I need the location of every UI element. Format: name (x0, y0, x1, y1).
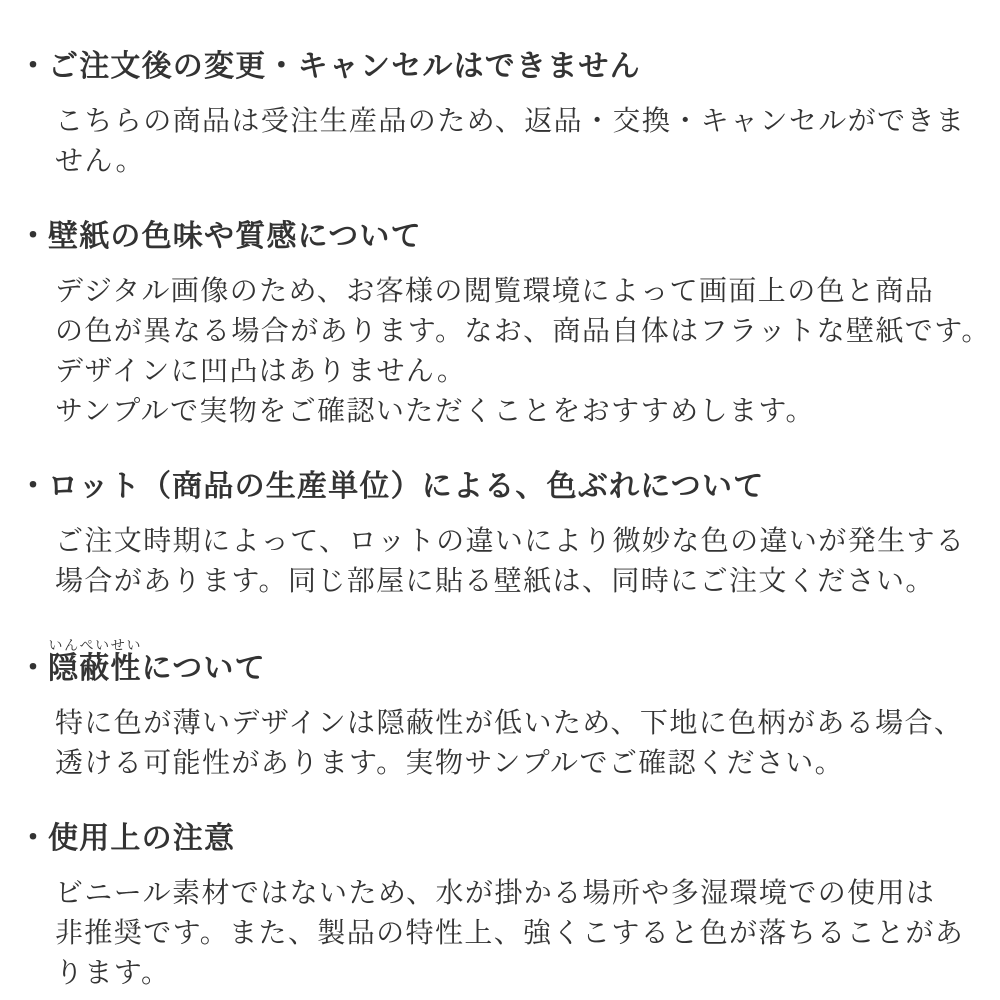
section-opacity (0, 637, 980, 783)
bullet-icon: ・ (18, 50, 50, 83)
section-heading (0, 47, 980, 87)
body-line: 特に色が薄いデザインは隠蔽性が低いため、下地に色柄がある場合、 (55, 707, 964, 738)
heading-ruby-base: 隠蔽性 (48, 652, 142, 685)
section-lot-color-variation (0, 467, 980, 601)
section-body (0, 271, 991, 431)
section-heading (0, 467, 980, 507)
section-cancellation-policy (0, 47, 980, 181)
section-heading-text: ロット（商品の生産単位）による、色ぶれについて (48, 470, 765, 503)
bullet-icon: ・ (18, 220, 50, 253)
section-heading (0, 819, 980, 859)
section-color-texture (0, 217, 991, 431)
bullet-icon: ・ (18, 470, 50, 503)
body-line: 非推奨です。また、製品の特性上、強くこすると色が落ちることがあ (55, 917, 965, 948)
body-line: デザインに凹凸はありません。 (55, 355, 467, 386)
bullet-icon: ・ (18, 822, 50, 855)
section-body (0, 703, 980, 783)
section-heading (0, 637, 980, 689)
body-line: の色が異なる場合があります。なお、商品自体はフラットな壁紙です。 (55, 315, 991, 346)
section-body (0, 873, 980, 993)
section-body (0, 101, 980, 181)
heading-suffix: について (141, 652, 266, 685)
bullet-icon: ・ (18, 652, 50, 685)
body-line: こちらの商品は受注生産品のため、返品・交換・キャンセルができま (55, 105, 966, 136)
heading-ruby (48, 637, 142, 685)
body-line: せん。 (55, 145, 145, 176)
body-line: 透ける可能性があります。実物サンプルでご確認ください。 (55, 747, 845, 778)
body-line: 場合があります。同じ部屋に貼る壁紙は、同時にご注文ください。 (55, 565, 935, 596)
section-usage-notes (0, 819, 980, 993)
body-line: ご注文時期によって、ロットの違いにより微妙な色の違いが発生する (55, 525, 966, 556)
section-heading-text: ご注文後の変更・キャンセルはできません (48, 50, 641, 83)
body-line: ります。 (55, 957, 171, 988)
section-heading-text (48, 637, 266, 685)
body-line: サンプルで実物をご確認いただくことをおすすめします。 (55, 395, 815, 426)
body-line: デジタル画像のため、お客様の閲覧環境によって画面上の色と商品 (55, 275, 935, 306)
furigana: いんぺいせい (48, 637, 142, 653)
section-heading-text: 使用上の注意 (48, 822, 236, 855)
section-body (0, 521, 980, 601)
section-heading-text: 壁紙の色味や質感について (48, 220, 422, 253)
body-line: ビニール素材ではないため、水が掛かる場所や多湿環境での使用は (55, 877, 936, 908)
section-heading (0, 217, 980, 257)
